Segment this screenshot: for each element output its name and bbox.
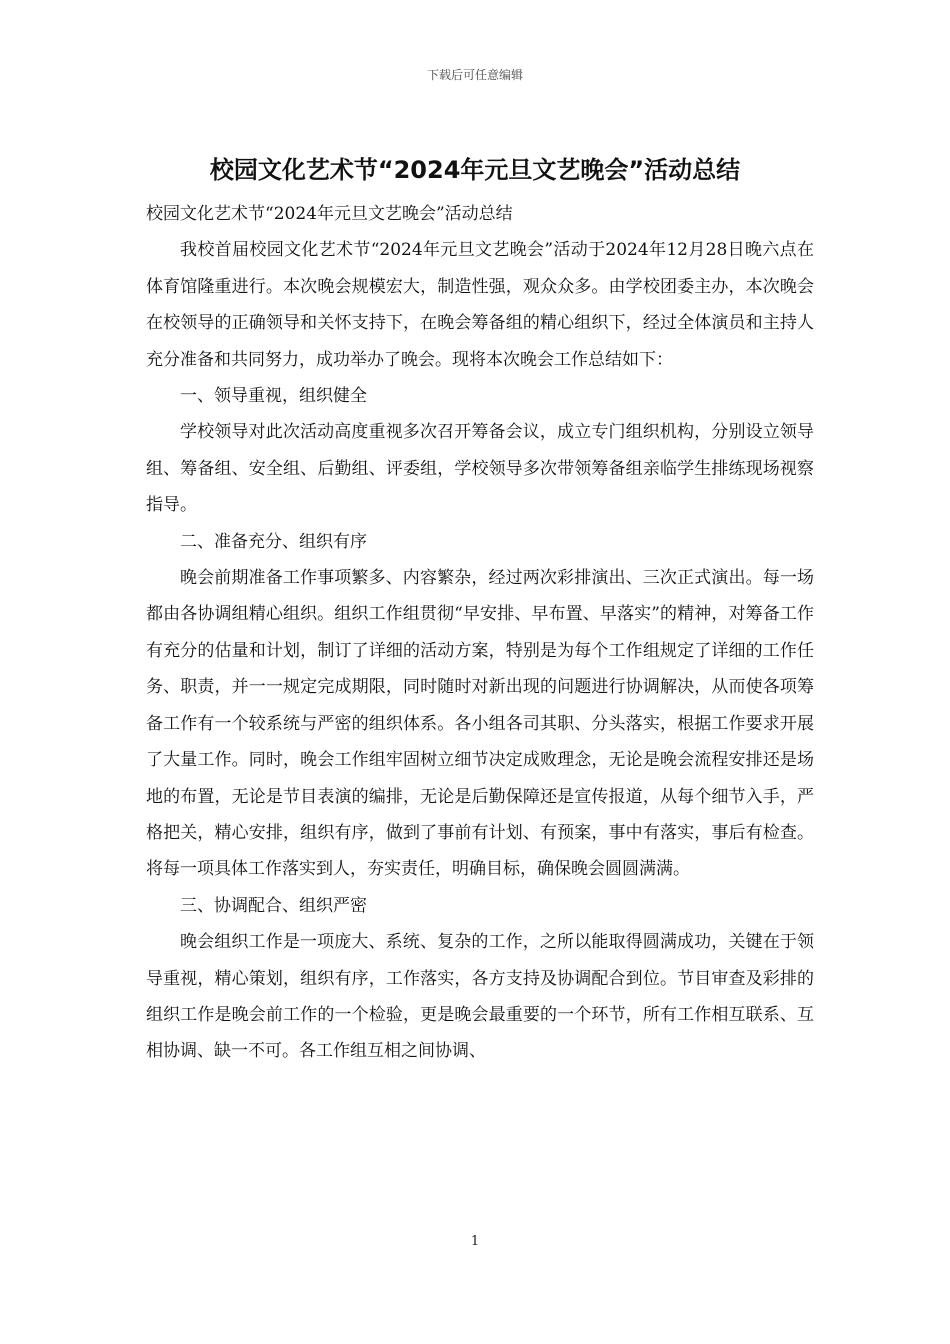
paragraph-section-1: 学校领导对此次活动高度重视多次召开筹备会议，成立专门组织机构，分别设立领导组、筹备组、安全组、后勤组、评委组，学校领导多次带领筹备组亲临学生排练现场视察指导。 (146, 422, 814, 516)
section-heading-1: 一、领导重视，组织健全 (180, 386, 367, 407)
section-heading-3: 三、协调配合、组织严密 (180, 895, 367, 916)
page-number: 1 (470, 1234, 480, 1249)
section-heading-2: 二、准备充分、组织有序 (180, 531, 367, 552)
document-title: 校园文化艺术节“2024年元旦文艺晚会”活动总结 (209, 156, 741, 184)
page-header: 下载后可任意编辑 (426, 68, 523, 82)
paragraph-section-3: 晚会组织工作是一项庞大、系统、复杂的工作，之所以能取得圆满成功，关键在于领导重视，精心策划，组织有序，工作落实，各方支持及协调配合到位。节目审查及彩排的组织工作是晚会前工作的一个检验，更是晚会最重要的一个环节，所有工作相互联系、互相协调、缺一不可。各工作组互相之间协调、 (146, 932, 814, 1062)
document-subtitle: 校园文化艺术节“2024年元旦文艺晚会”活动总结 (146, 204, 513, 224)
paragraph-section-2: 晚会前期准备工作事项繁多、内容繁杂，经过两次彩排演出、三次正式演出。每一场都由各协调组精心组织。组织工作组贯彻“早安排、早布置、早落实”的精神，对筹备工作有充分的估量和计划，制订了详细的活动方案，特别是为每个工作组规定了详细的工作任务、职责，并一一规定完成期限，同时随时对新出现的问题进行协调解决，从而使各项筹备工作有一个较系统与严密的组织体系。各小组各司其职、分头落实，根据工作要求开展了大量工作。同时，晚会工作组牢固树立细节决定成败理念，无论是晚会流程安排还是场地的布置，无论是节目表演的编排，无论是后勤保障还是宣传报道，从每个细节入手，严格把关，精心安排，组织有序，做到了事前有计划、有预案，事中有落实，事后有检查。将每一项具体工作落实到人，夯实责任，明确目标，确保晚会圆圆满满。 (146, 568, 814, 880)
document-body (146, 196, 814, 1070)
paragraph-intro: 我校首届校园文化艺术节“2024年元旦文艺晚会”活动于2024年12月28日晚六点在体育馆隆重进行。本次晚会规模宏大，制造性强，观众众多。由学校团委主办，本次晚会在校领导的正确领导和关怀支持下，在晚会筹备组的精心组织下，经过全体演员和主持人充分准备和共同努力，成功举办了晚会。现将本次晚会工作总结如下： (146, 240, 814, 370)
